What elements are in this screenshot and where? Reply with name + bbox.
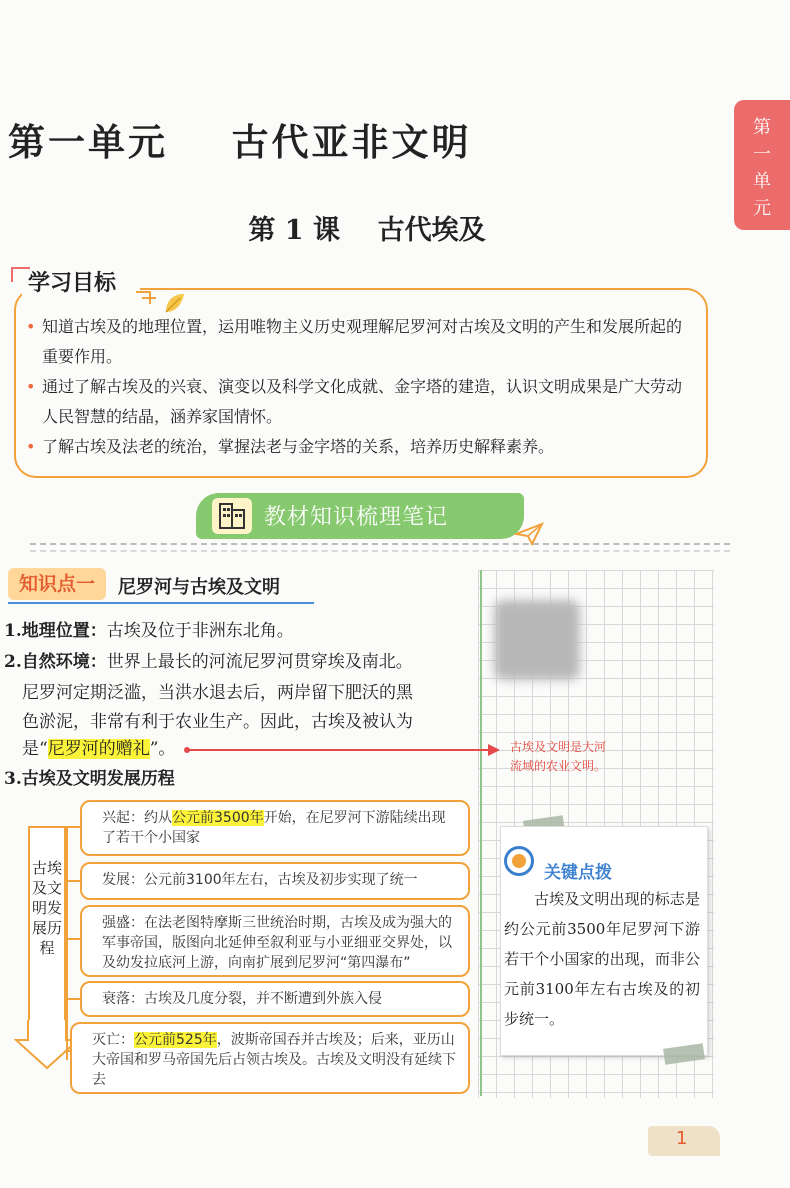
handwritten-note: 古埃及文明是大河 流域的农业文明。 xyxy=(510,740,607,773)
goals-title: 学习目标 xyxy=(28,271,117,296)
paragraph-line: 是“尼罗河的赠礼”。 xyxy=(22,739,176,759)
timeline-label: 古埃及文明发展历程 xyxy=(31,859,62,957)
key-points-title: 关键点拨 xyxy=(544,863,612,883)
paragraph-line: 尼罗河定期泛滥，当洪水退去后，两岸留下肥沃的黑 xyxy=(22,683,413,703)
side-tab-char: 单 xyxy=(753,171,771,192)
knowledge-point-label: 知识点一 xyxy=(8,568,106,600)
timeline-stage: 兴起：约从公元前3500年开始，在尼罗河下游陆续出现了若干个小国家 xyxy=(80,800,470,856)
paragraph-environment: 2.自然环境：世界上最长的河流尼罗河贯穿埃及南北。 xyxy=(4,652,413,672)
divider xyxy=(30,550,730,552)
knowledge-point-title: 尼罗河与古埃及文明 xyxy=(118,577,280,598)
notes-guide-line xyxy=(480,570,482,1096)
building-icon xyxy=(212,498,252,534)
qr-code-image xyxy=(494,600,580,680)
annotation-arrow xyxy=(186,749,492,751)
side-tab-char: 一 xyxy=(753,144,771,165)
arrow-dot-icon xyxy=(182,744,192,756)
paragraph-history-heading: 3.古埃及文明发展历程 xyxy=(4,769,175,789)
timeline-stage: 强盛：在法老图特摩斯三世统治时期，古埃及成为强大的军事帝国，版图向北延伸至叙利亚与小亚细亚交界处，以及幼发拉底河上游，向南扩展到尼罗河“第四瀑布” xyxy=(80,905,470,977)
goal-item: • 知道古埃及的地理位置，运用唯物主义历史观理解尼罗河对古埃及文明的产生和发展所起的重要作用。 xyxy=(26,317,683,366)
timeline-stage: 发展：公元前3100年左右，古埃及初步实现了统一 xyxy=(80,862,470,900)
unit-title: 第一单元 古代亚非文明 xyxy=(8,120,472,164)
banner-text: 教材知识梳理笔记 xyxy=(264,505,449,530)
timeline-spine xyxy=(66,826,68,1060)
arrow-head-icon xyxy=(488,742,502,758)
divider xyxy=(30,543,730,545)
paragraph-line: 色淤泥，非常有利于农业生产。因此，古埃及被认为 xyxy=(22,712,413,732)
title-underline xyxy=(8,602,314,604)
goal-item: • 了解古埃及法老的统治，掌握法老与金字塔的关系，培养历史解释素养。 xyxy=(26,437,555,456)
page-number: 1 xyxy=(676,1128,688,1149)
goal-item: • 通过了解古埃及的兴衰、演变以及科学文化成就、金字塔的建造，认识文明成果是广大劳动人民智慧的结晶，涵养家国情怀。 xyxy=(26,377,683,426)
key-points-text: 古埃及文明出现的标志是约公元前3500年尼罗河下游若干个小国家的出现，而非公元前3100年左右古埃及的初步统一。 xyxy=(504,890,700,1028)
timeline-stage: 灭亡：公元前525年，波斯帝国吞并古埃及；后来，亚历山大帝国和罗马帝国先后占领古埃及。古埃及文明没有延续下去 xyxy=(70,1022,470,1094)
timeline-stage: 衰落：古埃及几度分裂，并不断遭到外族入侵 xyxy=(80,981,470,1017)
lesson-title: 第 1 课 古代埃及 xyxy=(248,215,486,246)
paragraph-location: 1.地理位置：古埃及位于非洲东北角。 xyxy=(4,621,294,641)
side-tab-char: 元 xyxy=(753,198,771,219)
unit-side-tab xyxy=(734,100,790,230)
goals-list xyxy=(26,312,696,462)
side-tab-char: 第 xyxy=(753,117,771,138)
